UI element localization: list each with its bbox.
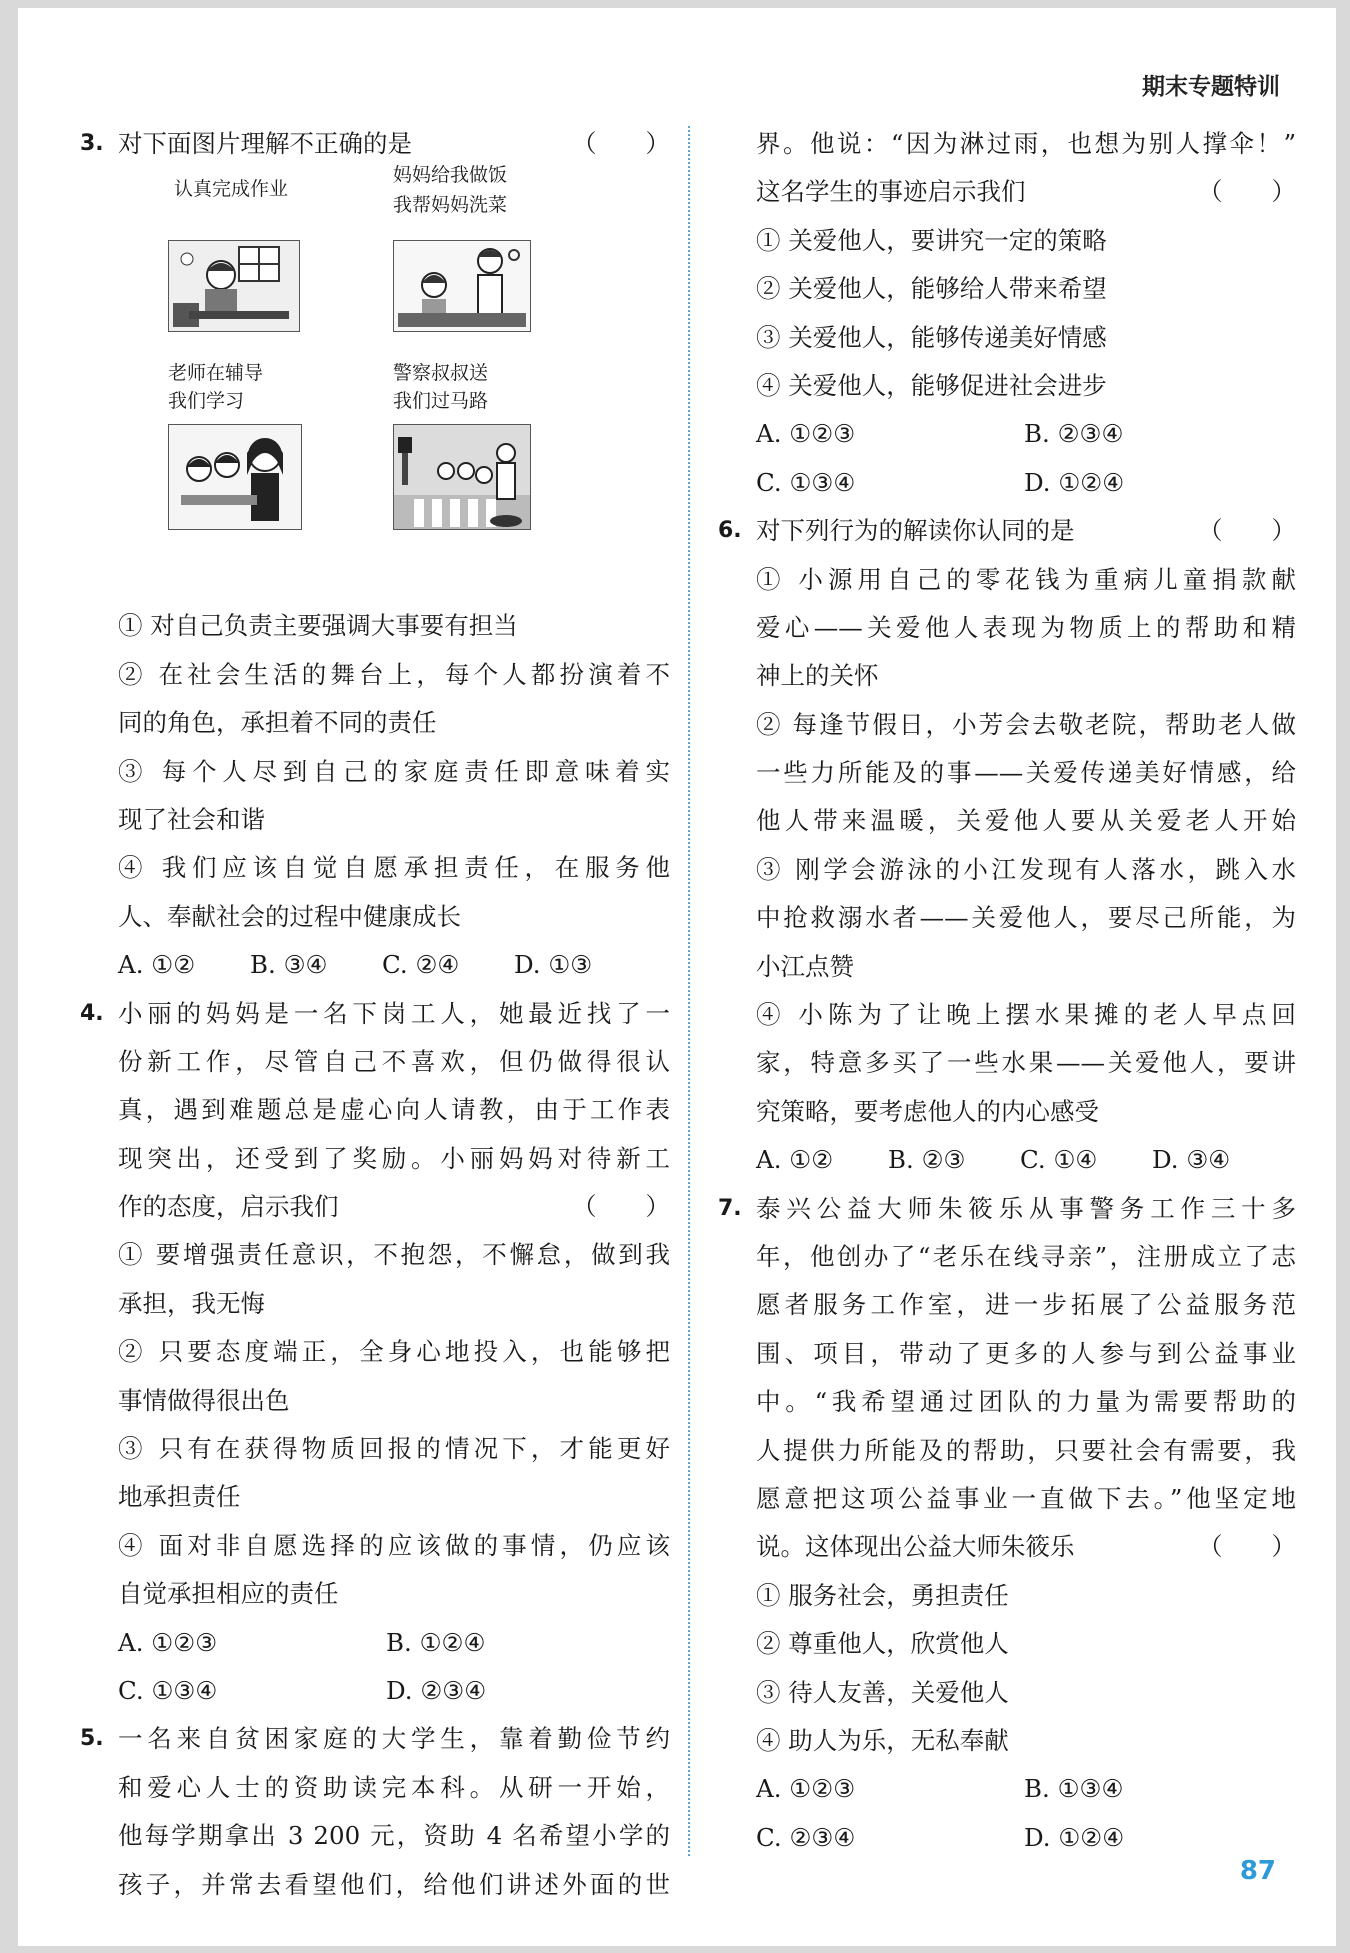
q6-statement: 爱心——关爱他人表现为物质上的帮助和精 (756, 612, 1296, 642)
q4-statement: 地承担责任 (118, 1482, 241, 1512)
q3-option-a[interactable]: A. ①② (118, 950, 196, 980)
q6-option-c[interactable]: C. ①④ (1020, 1145, 1098, 1175)
q7-stem: 泰兴公益大师朱筱乐从事警务工作三十多 (756, 1193, 1296, 1223)
q7-number: 7. (718, 1195, 742, 1221)
q4-option-d[interactable]: D. ②③④ (386, 1675, 487, 1705)
q5-stem-line: 界。他说：“因为淋过雨，也想为别人撑伞！” (756, 129, 1296, 158)
page-header: 期末专题特训 (1142, 74, 1280, 100)
q6-statement: 神上的关怀 (756, 661, 879, 691)
q4-statement: 事情做得很出色 (118, 1385, 290, 1415)
q7-stem-line (718, 1185, 1296, 1233)
q6-option-d[interactable]: D. ③④ (1152, 1145, 1231, 1175)
q4-statement: ③ 只有在获得物质回报的情况下，才能更好 (118, 1434, 670, 1464)
q7-stem-line: 愿意把这项公益事业一直做下去。”他坚定地 (756, 1483, 1296, 1513)
q4-option-a[interactable]: A. ①②③ (118, 1627, 218, 1657)
q5-option-a[interactable]: A. ①②③ (756, 419, 856, 449)
q3-statement: ③ 每个人尽到自己的家庭责任即意味着实 (118, 756, 670, 786)
homework-image (168, 240, 300, 332)
q6-stem-line (718, 507, 1296, 555)
q5-option-c[interactable]: C. ①③④ (756, 467, 856, 497)
q6-stem: 对下列行为的解读你认同的是 (756, 516, 1075, 546)
q7-stem-line: 围、项目，带动了更多的人参与到公益事业 (756, 1338, 1296, 1368)
q3-number: 3. (80, 131, 104, 156)
q6-statement: ② 每逢节假日，小芳会去敬老院，帮助老人做 (756, 709, 1296, 739)
q6-statement: 一些力所能及的事——关爱传递美好情感，给 (756, 758, 1296, 788)
q4-option-b[interactable]: B. ①②④ (386, 1627, 486, 1657)
q7-statement: ① 服务社会，勇担责任 (756, 1580, 1009, 1610)
q6-options (718, 1136, 1296, 1184)
q5-statement: ② 关爱他人，能够给人带来希望 (756, 274, 1107, 304)
q7-stem-line: 中。“我希望通过团队的力量为需要帮助的 (756, 1387, 1296, 1417)
q4-statement: ② 只要态度端正，全身心地投入，也能够把 (118, 1337, 670, 1367)
workbook-page (18, 8, 1336, 1946)
q5-stem-line: 和爱心人士的资助读完本科。从研一开始， (118, 1772, 670, 1802)
caption-line: 妈妈给我做饭 (393, 164, 508, 187)
q6-statement: ① 小源用自己的零花钱为重病儿童捐款献 (756, 564, 1296, 594)
page-number: 87 (1239, 1856, 1276, 1886)
q3-statement: 现了社会和谐 (118, 804, 265, 834)
q4-stem-line: 真，遇到难题总是虚心向人请教，由于工作表 (118, 1095, 670, 1125)
q3-options (80, 941, 670, 989)
q4-stem-line (80, 990, 670, 1038)
q7-stem-end: 说。这体现出公益大师朱筱乐 (756, 1532, 1075, 1562)
q6-statement: ④ 小陈为了让晚上摆水果摊的老人早点回 (756, 1000, 1296, 1030)
q5-stem: 一名来自贫困家庭的大学生，靠着勤俭节约 (118, 1724, 670, 1754)
q7-statement: ④ 助人为乐，无私奉献 (756, 1725, 1009, 1755)
q6-option-b[interactable]: B. ②③ (888, 1145, 966, 1175)
q5-statement: ③ 关爱他人，能够传递美好情感 (756, 322, 1107, 352)
left-column (80, 120, 670, 1909)
teacher-image (168, 424, 302, 530)
q7-option-a[interactable]: A. ①②③ (756, 1774, 856, 1804)
q6-option-a[interactable]: A. ①② (756, 1145, 834, 1175)
cooking-image (393, 240, 531, 332)
caption-line: 警察叔叔送 (393, 362, 489, 385)
q5-options-row1 (718, 410, 1296, 458)
q5-stem-line (80, 1715, 670, 1763)
q5-number: 5. (80, 1726, 104, 1752)
q4-stem-line: 份新工作，尽管自己不喜欢，但仍做得很认 (118, 1046, 670, 1076)
q3-illustration (118, 164, 638, 598)
q4-stem: 小丽的妈妈是一名下岗工人，她最近找了一 (118, 998, 670, 1028)
q7-statement: ② 尊重他人，欣赏他人 (756, 1629, 1009, 1659)
q7-stem-line (718, 1523, 1296, 1571)
crossing-image (393, 424, 531, 530)
q7-option-b[interactable]: B. ①③④ (1024, 1774, 1124, 1804)
column-divider (688, 126, 690, 1856)
q5-option-d[interactable]: D. ①②④ (1024, 467, 1125, 497)
q5-option-b[interactable]: B. ②③④ (1024, 419, 1124, 449)
q7-option-d[interactable]: D. ①②④ (1024, 1822, 1125, 1852)
q4-statement: ④ 面对非自愿选择的应该做的事情，仍应该 (118, 1530, 670, 1560)
q3-stem: 对下面图片理解不正确的是 (118, 129, 412, 158)
q4-statement: ① 要增强责任意识，不抱怨，不懈怠，做到我 (118, 1240, 670, 1270)
q6-statement: 究策略，要考虑他人的内心感受 (756, 1096, 1099, 1126)
q4-number: 4. (80, 1000, 104, 1026)
q6-statement: 家，特意多买了一些水果——关爱他人，要讲 (756, 1048, 1296, 1078)
q3-option-d[interactable]: D. ①③ (514, 950, 593, 980)
q4-stem-end: 作的态度，启示我们 (118, 1192, 339, 1222)
q3-option-c[interactable]: C. ②④ (382, 950, 460, 980)
q3-statement: 人、奉献社会的过程中健康成长 (118, 901, 461, 931)
q5-options-row2 (718, 459, 1296, 507)
q7-statement: ③ 待人友善，关爱他人 (756, 1677, 1009, 1707)
q5-statement: ① 关爱他人，要讲究一定的策略 (756, 225, 1107, 255)
q6-number: 6. (718, 518, 742, 544)
q5-stem-line: 他每学期拿出 3 200 元，资助 4 名希望小学的 (118, 1821, 670, 1851)
q4-statement: 自觉承担相应的责任 (118, 1579, 339, 1609)
q4-answer-bracket[interactable]: （ ） (572, 1192, 670, 1222)
q3-statement: ④ 我们应该自觉自愿承担责任，在服务他 (118, 853, 670, 883)
caption-line: 我们过马路 (393, 390, 489, 413)
q7-option-c[interactable]: C. ②③④ (756, 1822, 856, 1852)
q5-statement: ④ 关爱他人，能够促进社会进步 (756, 370, 1107, 400)
q6-statement: ③ 刚学会游泳的小江发现有人落水，跳入水 (756, 854, 1296, 884)
q5-stem-line (718, 168, 1296, 216)
caption-line: 老师在辅导 (168, 362, 264, 385)
q5-stem-line: 孩子，并常去看望他们，给他们讲述外面的世 (118, 1869, 670, 1899)
q3-option-b[interactable]: B. ③④ (250, 950, 328, 980)
q4-options-row2 (80, 1667, 670, 1715)
q3-statement: ② 在社会生活的舞台上，每个人都扮演着不 (118, 659, 670, 689)
caption-line: 我们学习 (168, 390, 245, 413)
caption-line: 认真完成作业 (174, 178, 289, 201)
q6-statement: 小江点赞 (756, 951, 854, 981)
caption-line: 我帮妈妈洗菜 (393, 194, 508, 217)
q4-options-row1 (80, 1619, 670, 1667)
q4-option-c[interactable]: C. ①③④ (118, 1675, 218, 1705)
q7-stem-line: 人提供力所能及的帮助，只要社会有需要，我 (756, 1435, 1296, 1465)
q3-stem-line (80, 120, 670, 168)
q7-answer-bracket[interactable]: （ ） (1198, 1532, 1296, 1562)
q7-stem-line: 愿者服务工作室，进一步拓展了公益服务范 (756, 1290, 1296, 1320)
q7-stem-line: 年，他创办了“老乐在线寻亲”，注册成立了志 (756, 1241, 1296, 1271)
q4-stem-line (80, 1183, 670, 1231)
q6-statement: 中抢救溺水者——关爱他人，要尽己所能，为 (756, 903, 1296, 933)
q5-stem-end: 这名学生的事迹启示我们 (756, 177, 1026, 207)
q3-statement: 同的角色，承担着不同的责任 (118, 708, 437, 738)
q6-statement: 他人带来温暖，关爱他人要从关爱老人开始 (756, 806, 1296, 836)
q3-answer-bracket[interactable]: （ ） (572, 129, 670, 158)
q6-answer-bracket[interactable]: （ ） (1198, 516, 1296, 546)
q4-statement: 承担，我无悔 (118, 1288, 265, 1318)
q3-statement: ① 对自己负责主要强调大事要有担当 (118, 611, 518, 641)
right-column (718, 120, 1296, 1862)
q7-options-row2 (718, 1814, 1296, 1862)
q5-answer-bracket[interactable]: （ ） (1198, 177, 1296, 207)
q4-stem-line: 现突出，还受到了奖励。小丽妈妈对待新工 (118, 1143, 670, 1173)
q7-options-row1 (718, 1765, 1296, 1813)
